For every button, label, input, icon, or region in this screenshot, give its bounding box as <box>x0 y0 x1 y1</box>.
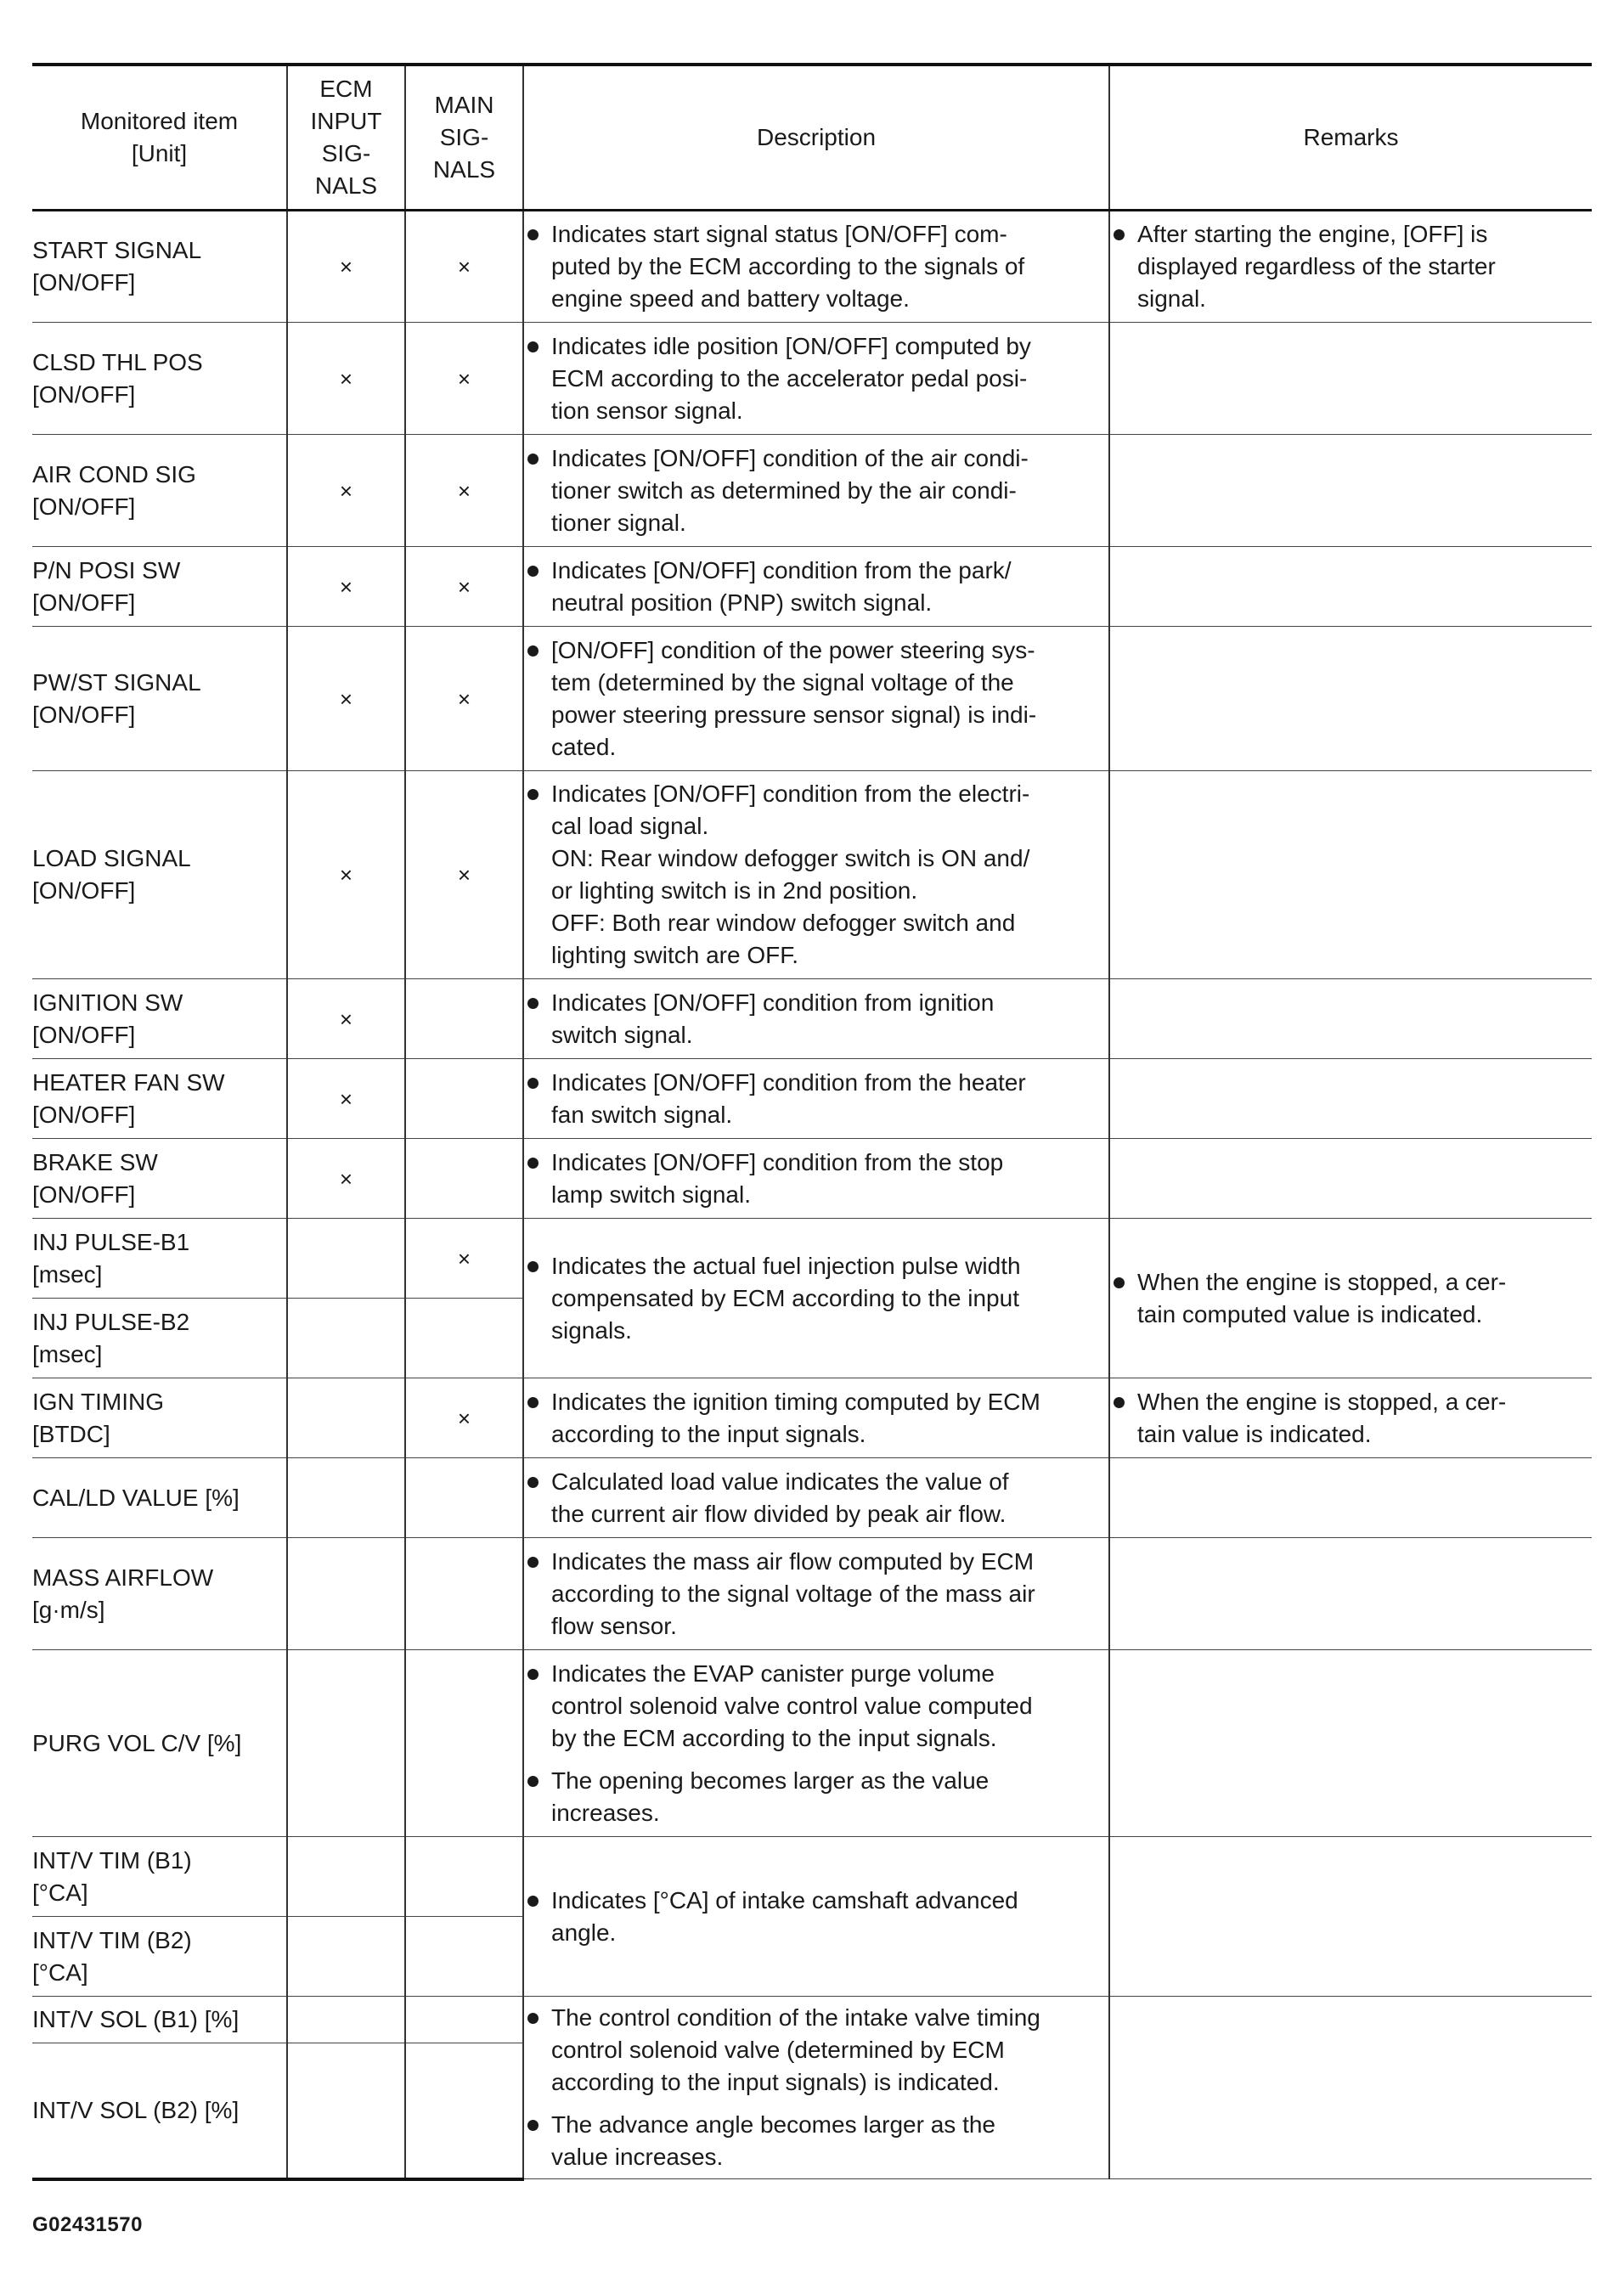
ecm-input-mark: × <box>287 979 405 1059</box>
monitored-item-cell <box>32 1299 287 1378</box>
main-signal-mark: × <box>405 1378 523 1458</box>
text-line: engine speed and battery voltage. <box>551 285 910 312</box>
text-line: BRAKE SW <box>32 1148 158 1175</box>
text-line: cal load signal. <box>551 813 709 839</box>
monitored-item-cell <box>32 1917 287 1997</box>
monitored-item-cell <box>32 1059 287 1139</box>
text-line: Indicates the mass air flow computed by ECM <box>551 1547 1035 1575</box>
monitored-item-cell <box>32 1997 287 2043</box>
text-line: P/N POSI SW <box>32 556 181 583</box>
description-cell <box>523 435 1109 547</box>
bullet-list <box>524 330 1108 427</box>
ecm-input-mark <box>287 1837 405 1917</box>
ecm-input-mark <box>287 1917 405 1997</box>
text-line: [ON/OFF] <box>32 701 136 728</box>
text-line: according to the input signals. <box>551 1420 866 1447</box>
bullet-item <box>524 1466 1108 1530</box>
text-line: PURG VOL C/V [%] <box>32 1729 242 1756</box>
main-signal-mark: × <box>405 323 523 435</box>
header-line: ECM <box>319 76 373 102</box>
header-line: SIG- <box>321 140 371 166</box>
ecm-input-mark <box>287 2043 405 2179</box>
description-cell <box>523 771 1109 979</box>
description-cell <box>523 1650 1109 1837</box>
ecm-input-mark: × <box>287 211 405 323</box>
table-row <box>32 1538 1592 1650</box>
remarks-cell <box>1109 1458 1592 1538</box>
main-signal-mark <box>405 1458 523 1538</box>
monitored-item-cell <box>32 1650 287 1837</box>
text-line: signal. <box>1137 285 1206 312</box>
text-line: tain computed value is indicated. <box>1137 1300 1483 1327</box>
text-line: [ON/OFF] <box>32 1021 136 1048</box>
text-line: CLSD THL POS <box>32 348 203 375</box>
text-line: [BTDC] <box>32 1420 110 1447</box>
text-line: Indicates the EVAP canister purge volume <box>551 1660 995 1687</box>
bullet-item <box>524 1885 1108 1949</box>
table-row <box>32 771 1592 979</box>
description-cell <box>523 1458 1109 1538</box>
text-line: INJ PULSE-B1 <box>32 1228 190 1255</box>
text-line: [ON/OFF] <box>32 1181 136 1208</box>
description-cell <box>523 211 1109 323</box>
text-line: Indicates [ON/OFF] condition from the stop <box>551 1148 1004 1175</box>
remarks-cell <box>1109 771 1592 979</box>
main-signal-mark <box>405 1299 523 1378</box>
header-remarks: Remarks <box>1109 65 1592 211</box>
ecm-input-mark <box>287 1650 405 1837</box>
remarks-cell <box>1109 435 1592 547</box>
main-signal-mark: × <box>405 627 523 771</box>
monitored-item-cell <box>32 2043 287 2179</box>
main-signal-mark: × <box>405 771 523 979</box>
text-line: displayed regardless of the starter <box>1137 253 1496 279</box>
description-cell <box>523 1059 1109 1139</box>
bullet-list <box>524 218 1108 315</box>
text-line: INT/V TIM (B1) <box>32 1846 192 1874</box>
monitored-item-cell <box>32 1837 287 1917</box>
bullet-item <box>524 634 1108 764</box>
bullet-list <box>524 1546 1108 1643</box>
table-row <box>32 1059 1592 1139</box>
bullet-item <box>524 442 1108 539</box>
text-line: INT/V SOL (B2) [%] <box>32 2096 240 2123</box>
ecm-input-mark: × <box>287 771 405 979</box>
bullet-list <box>524 1250 1108 1347</box>
text-line: [msec] <box>32 1340 103 1367</box>
bullet-item <box>524 2109 1108 2173</box>
monitored-item-cell <box>32 547 287 627</box>
remarks-cell <box>1109 979 1592 1059</box>
text-line: value increases. <box>551 2144 724 2170</box>
header-line: MAIN <box>434 92 494 118</box>
text-line: Indicates [ON/OFF] condition from the heater <box>551 1068 1026 1096</box>
header-main-signals <box>405 65 523 211</box>
header-line: SIG- <box>439 124 489 150</box>
text-line: HEATER FAN SW <box>32 1068 225 1096</box>
bullet-item <box>524 987 1108 1051</box>
header-monitored-item <box>32 65 287 211</box>
table-row <box>32 627 1592 771</box>
bullet-item <box>524 1765 1108 1829</box>
bullet-list <box>1110 218 1592 315</box>
header-line: INPUT <box>310 108 382 134</box>
text-line: [°CA] <box>32 1958 88 1986</box>
remarks-cell <box>1109 323 1592 435</box>
text-line: Indicates [ON/OFF] condition from the park/ <box>551 556 1012 583</box>
text-line: CAL/LD VALUE [%] <box>32 1484 240 1511</box>
bullet-list <box>524 555 1108 619</box>
description-cell <box>523 979 1109 1059</box>
figure-code: G02431570 <box>32 2213 143 2236</box>
ecm-input-mark: × <box>287 547 405 627</box>
remarks-cell <box>1109 547 1592 627</box>
main-signal-mark <box>405 2043 523 2179</box>
header-line: NALS <box>432 156 496 183</box>
text-line: When the engine is stopped, a cer- <box>1137 1388 1507 1415</box>
table-row <box>32 1997 1592 2043</box>
monitored-item-cell <box>32 979 287 1059</box>
text-line: [ON/OFF] <box>32 380 136 408</box>
text-line: [ON/OFF] <box>32 269 136 296</box>
monitored-item-cell <box>32 1139 287 1219</box>
bullet-item <box>524 1386 1108 1451</box>
table-row <box>32 1378 1592 1458</box>
monitored-item-cell <box>32 1219 287 1299</box>
table-row <box>32 1458 1592 1538</box>
text-line: tioner switch as determined by the air condi- <box>551 476 1017 504</box>
table-row <box>32 1219 1592 1299</box>
description-cell <box>523 627 1109 771</box>
remarks-cell <box>1109 211 1592 323</box>
text-line: compensated by ECM according to the input <box>551 1284 1019 1311</box>
text-line: Indicates the actual fuel injection pulse width <box>551 1252 1021 1279</box>
remarks-cell <box>1109 1837 1592 1997</box>
text-line: increases. <box>551 1799 660 1826</box>
ecm-input-mark <box>287 1997 405 2043</box>
text-line: Indicates [ON/OFF] condition from ignition <box>551 989 995 1016</box>
text-line: Indicates start signal status [ON/OFF] com- <box>551 221 1007 247</box>
bullet-item <box>524 330 1108 427</box>
text-line: Indicates idle position [ON/OFF] computed by <box>551 332 1031 359</box>
text-line: tain value is indicated. <box>1137 1420 1372 1447</box>
text-line: tioner signal. <box>551 509 686 536</box>
text-line: by the ECM according to the input signals. <box>551 1724 997 1751</box>
ecm-input-mark: × <box>287 627 405 771</box>
description-cell <box>523 1997 1109 2179</box>
text-line: Calculated load value indicates the value of <box>551 1468 1009 1495</box>
remarks-cell <box>1109 1219 1592 1378</box>
monitored-item-cell <box>32 1458 287 1538</box>
header-line: NALS <box>314 172 378 199</box>
text-line: cated. <box>551 733 617 760</box>
text-line: switch signal. <box>551 1021 693 1048</box>
text-line: [ON/OFF] <box>32 493 136 520</box>
bullet-item <box>1110 218 1592 315</box>
description-cell <box>523 323 1109 435</box>
bullet-list <box>524 1067 1108 1131</box>
description-cell <box>523 1378 1109 1458</box>
text-line: LOAD SIGNAL <box>32 845 191 871</box>
bullet-item <box>524 1147 1108 1211</box>
text-line: lamp switch signal. <box>551 1181 751 1208</box>
text-line: START SIGNAL <box>32 237 202 263</box>
bullet-list <box>524 1466 1108 1530</box>
main-signal-mark <box>405 1538 523 1650</box>
monitored-item-cell <box>32 211 287 323</box>
ecm-input-mark: × <box>287 323 405 435</box>
text-line: The control condition of the intake valve timing <box>551 2004 1040 2031</box>
text-line: IGNITION SW <box>32 989 183 1016</box>
text-line: Indicates [ON/OFF] condition from the electri- <box>551 781 1030 807</box>
text-line: tion sensor signal. <box>551 397 743 424</box>
header-description: Description <box>523 65 1109 211</box>
text-line: When the engine is stopped, a cer- <box>1137 1268 1507 1295</box>
bullet-item <box>524 218 1108 315</box>
main-signal-mark <box>405 1139 523 1219</box>
main-signal-mark <box>405 1837 523 1917</box>
bullet-item <box>524 1250 1108 1347</box>
remarks-cell <box>1109 1538 1592 1650</box>
text-line: AIR COND SIG <box>32 460 196 487</box>
bullet-list <box>524 1386 1108 1451</box>
text-line: according to the input signals) is indicated. <box>551 2069 1000 2095</box>
description-cell <box>523 1139 1109 1219</box>
table-row <box>32 1650 1592 1837</box>
table-row <box>32 547 1592 627</box>
remarks-cell <box>1109 1650 1592 1837</box>
monitored-item-cell <box>32 323 287 435</box>
text-line: The advance angle becomes larger as the <box>551 2111 995 2138</box>
bullet-list <box>524 634 1108 764</box>
text-line: according to the signal voltage of the mass air <box>551 1580 1035 1607</box>
text-line: Indicates [ON/OFF] condition of the air condi- <box>551 444 1029 471</box>
header-line: Monitored item <box>80 108 239 134</box>
description-cell <box>523 1219 1109 1378</box>
ecm-input-mark <box>287 1219 405 1299</box>
text-line: neutral position (PNP) switch signal. <box>551 589 933 616</box>
text-line: The opening becomes larger as the value <box>551 1767 990 1794</box>
text-line: ON: Rear window defogger switch is ON and/ <box>551 845 1030 871</box>
text-line: fan switch signal. <box>551 1101 733 1128</box>
text-line: [ON/OFF] <box>32 877 136 904</box>
monitored-item-cell <box>32 1378 287 1458</box>
text-line: signals. <box>551 1316 632 1344</box>
text-line: angle. <box>551 1919 617 1946</box>
table-row <box>32 1837 1592 1917</box>
ecm-input-mark <box>287 1538 405 1650</box>
main-signal-mark: × <box>405 547 523 627</box>
main-signal-mark: × <box>405 211 523 323</box>
monitored-item-cell <box>32 627 287 771</box>
bullet-list <box>524 442 1108 539</box>
header-ecm-input-signals <box>287 65 405 211</box>
main-signal-mark <box>405 1059 523 1139</box>
remarks-cell <box>1109 1139 1592 1219</box>
text-line: control solenoid valve (determined by ECM <box>551 2037 1005 2063</box>
bullet-list <box>524 1658 1108 1829</box>
table-row <box>32 323 1592 435</box>
ecm-input-mark <box>287 1378 405 1458</box>
bullet-item <box>524 2002 1108 2099</box>
text-line: Indicates [°CA] of intake camshaft advanced <box>551 1886 1018 1913</box>
main-signal-mark: × <box>405 435 523 547</box>
main-signal-mark: × <box>405 1219 523 1299</box>
bullet-list <box>524 1885 1108 1949</box>
ecm-input-mark <box>287 1458 405 1538</box>
bullet-list <box>1110 1266 1592 1331</box>
text-line: [msec] <box>32 1260 103 1288</box>
monitored-item-cell <box>32 771 287 979</box>
text-line: [ON/OFF] <box>32 589 136 616</box>
text-line: [ON/OFF] <box>32 1101 136 1128</box>
bullet-list <box>524 2002 1108 2173</box>
ecm-input-mark <box>287 1299 405 1378</box>
text-line: MASS AIRFLOW <box>32 1564 214 1591</box>
bullet-list <box>524 1147 1108 1211</box>
remarks-cell <box>1109 1059 1592 1139</box>
text-line: IGN TIMING <box>32 1388 165 1415</box>
text-line: INT/V SOL (B1) [%] <box>32 2006 240 2032</box>
ecm-input-mark: × <box>287 1139 405 1219</box>
remarks-cell <box>1109 627 1592 771</box>
bullet-item <box>524 1067 1108 1131</box>
text-line: ECM according to the accelerator pedal posi- <box>551 364 1028 392</box>
text-line: OFF: Both rear window defogger switch and <box>551 910 1016 936</box>
bullet-list <box>524 987 1108 1051</box>
remarks-cell <box>1109 1997 1592 2179</box>
table-row <box>32 979 1592 1059</box>
table-row <box>32 211 1592 323</box>
remarks-cell <box>1109 1378 1592 1458</box>
ecm-input-mark: × <box>287 435 405 547</box>
text-line: or lighting switch is in 2nd position. <box>551 877 918 904</box>
main-signal-mark <box>405 979 523 1059</box>
text-line: power steering pressure sensor signal) is indi- <box>551 701 1037 728</box>
bullet-item <box>524 1546 1108 1643</box>
monitor-table-sheet <box>32 63 1592 2181</box>
header-line: [Unit] <box>131 140 188 166</box>
table-row <box>32 435 1592 547</box>
bullet-list <box>1110 1386 1592 1451</box>
data-monitor-table <box>32 63 1592 2181</box>
text-line: [ON/OFF] condition of the power steering sys- <box>551 636 1035 663</box>
text-line: INT/V TIM (B2) <box>32 1926 192 1953</box>
text-line: puted by the ECM according to the signals of <box>551 253 1025 279</box>
main-signal-mark <box>405 1650 523 1837</box>
table-header-row <box>32 65 1592 211</box>
table-row <box>32 1139 1592 1219</box>
monitored-item-cell <box>32 435 287 547</box>
text-line: the current air flow divided by peak air flow. <box>551 1500 1007 1527</box>
bullet-item <box>524 555 1108 619</box>
monitored-item-cell <box>32 1538 287 1650</box>
text-line: tem (determined by the signal voltage of the <box>551 668 1014 696</box>
text-line: lighting switch are OFF. <box>551 942 798 968</box>
main-signal-mark <box>405 1917 523 1997</box>
bullet-item <box>1110 1266 1592 1331</box>
bullet-item <box>1110 1386 1592 1451</box>
bullet-item <box>524 1658 1108 1755</box>
text-line: Indicates the ignition timing computed by ECM <box>551 1388 1040 1415</box>
main-signal-mark <box>405 1997 523 2043</box>
text-line: INJ PULSE-B2 <box>32 1308 190 1335</box>
text-line: PW/ST SIGNAL <box>32 668 201 696</box>
bullet-list <box>524 778 1108 972</box>
text-line: [g·m/s] <box>32 1596 105 1623</box>
description-cell <box>523 1837 1109 1997</box>
description-cell <box>523 547 1109 627</box>
table-body <box>32 211 1592 2179</box>
bullet-item <box>524 778 1108 972</box>
description-cell <box>523 1538 1109 1650</box>
text-line: control solenoid valve control value computed <box>551 1692 1033 1719</box>
text-line: [°CA] <box>32 1879 88 1906</box>
ecm-input-mark: × <box>287 1059 405 1139</box>
text-line: After starting the engine, [OFF] is <box>1137 221 1488 247</box>
text-line: flow sensor. <box>551 1612 677 1639</box>
